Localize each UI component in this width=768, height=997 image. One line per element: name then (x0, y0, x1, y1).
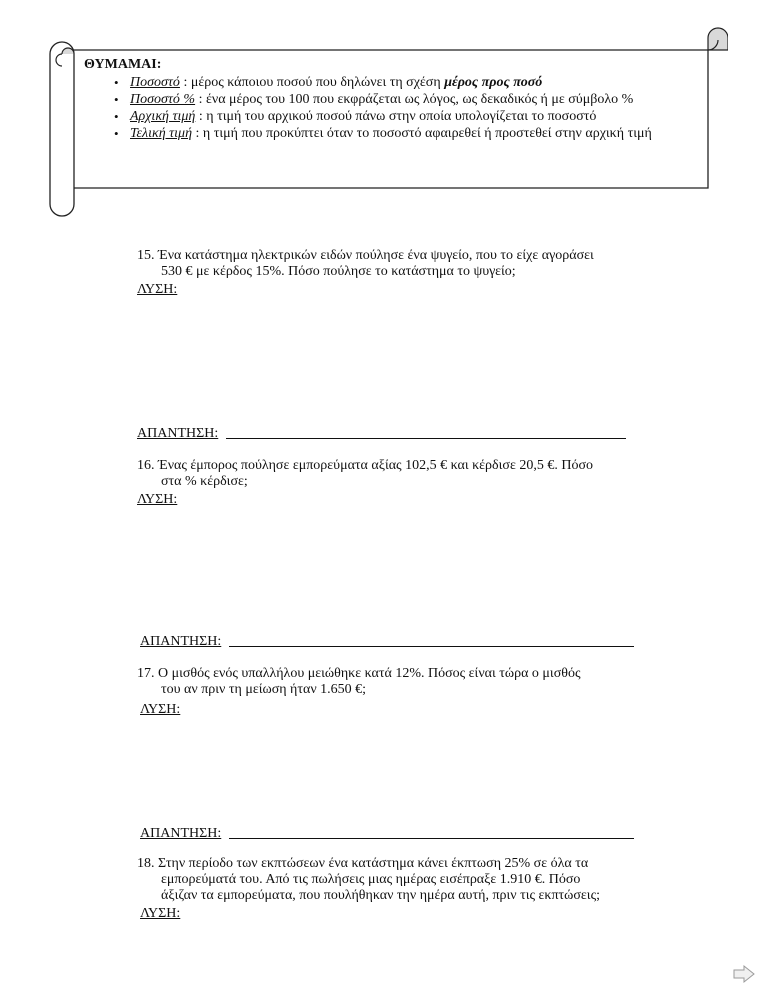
definition-text: : ένα μέρος του 100 που εκφράζεται ως λόγος, ως δεκαδικός ή με σύμβολο % (195, 92, 634, 107)
answer-label: ΑΠΑΝΤΗΣΗ: (137, 426, 219, 441)
reminder-item (130, 74, 724, 91)
definition-term: Ποσοστό % (130, 92, 196, 107)
definition-text: : μέρος κάποιου ποσού που δηλώνει τη σχέση (179, 75, 445, 90)
definition-text: : η τιμή του αρχικού ποσού πάνω στην οποία υπολογίζεται το ποσοστό (195, 109, 597, 124)
answer-label: ΑΠΑΝΤΗΣΗ: (140, 634, 222, 649)
exercise-16 (137, 458, 667, 490)
answer-blank[interactable] (229, 837, 634, 839)
reminder-box (84, 56, 724, 142)
answer-blank[interactable] (229, 645, 634, 647)
solution-label: ΛΥΣΗ: (140, 702, 181, 717)
definition-term: Τελική τιμή (130, 126, 193, 141)
exercise-text-line: 530 € με κέρδος 15%. Πόσο πούλησε το κατάστημα το ψυγείο; (161, 264, 516, 279)
reminder-list (84, 74, 724, 142)
solution-label: ΛΥΣΗ: (137, 492, 178, 507)
answer-line (137, 426, 626, 442)
answer-line (140, 826, 634, 842)
next-page-arrow-icon[interactable] (732, 964, 756, 984)
exercise-text-line: του αν πριν τη μείωση ήταν 1.650 €; (161, 682, 367, 697)
reminder-title: ΘΥΜΑΜΑΙ: (84, 57, 162, 72)
answer-line (140, 634, 634, 650)
exercise-text-line: 16. Ένας έμπορος πούλησε εμπορεύματα αξίας 102,5 € και κέρδισε 20,5 €. Πόσο (137, 458, 593, 473)
solution-label: ΛΥΣΗ: (137, 282, 178, 297)
definition-term: Ποσοστό (130, 75, 180, 90)
definition-text: : η τιμή που προκύπτει όταν το ποσοστό αφαιρεθεί ή προστεθεί στην αρχική τιμή (192, 126, 652, 141)
exercise-text-line: 17. Ο μισθός ενός υπαλλήλου μειώθηκε κατά 12%. Πόσος είναι τώρα ο μισθός (137, 666, 581, 681)
reminder-item (130, 125, 710, 142)
reminder-item (130, 91, 724, 108)
exercise-text-line: 15. Ένα κατάστημα ηλεκτρικών ειδών πούλησε ένα ψυγείο, που το είχε αγοράσει (137, 248, 594, 263)
reminder-item (130, 108, 724, 125)
exercise-17 (137, 666, 667, 698)
answer-blank[interactable] (226, 437, 626, 439)
exercise-15 (137, 248, 667, 280)
exercise-text-line: 18. Στην περίοδο των εκπτώσεων ένα κατάστημα κάνει έκπτωση 25% σε όλα τα (137, 856, 589, 871)
exercise-text-line: εμπορεύματά του. Από τις πωλήσεις μιας ημέρας εισέπραξε 1.910 €. Πόσο (161, 872, 581, 887)
exercise-text-line: στα % κέρδισε; (161, 474, 248, 489)
exercise-18 (137, 856, 667, 904)
definition-term: Αρχική τιμή (130, 109, 196, 124)
solution-label: ΛΥΣΗ: (140, 906, 181, 921)
definition-emphasis: μέρος προς ποσό (444, 75, 543, 90)
answer-label: ΑΠΑΝΤΗΣΗ: (140, 826, 222, 841)
exercise-text-line: άξιζαν τα εμπορεύματα, που πουλήθηκαν την ημέρα αυτή, πριν τις εκπτώσεις; (161, 888, 600, 903)
